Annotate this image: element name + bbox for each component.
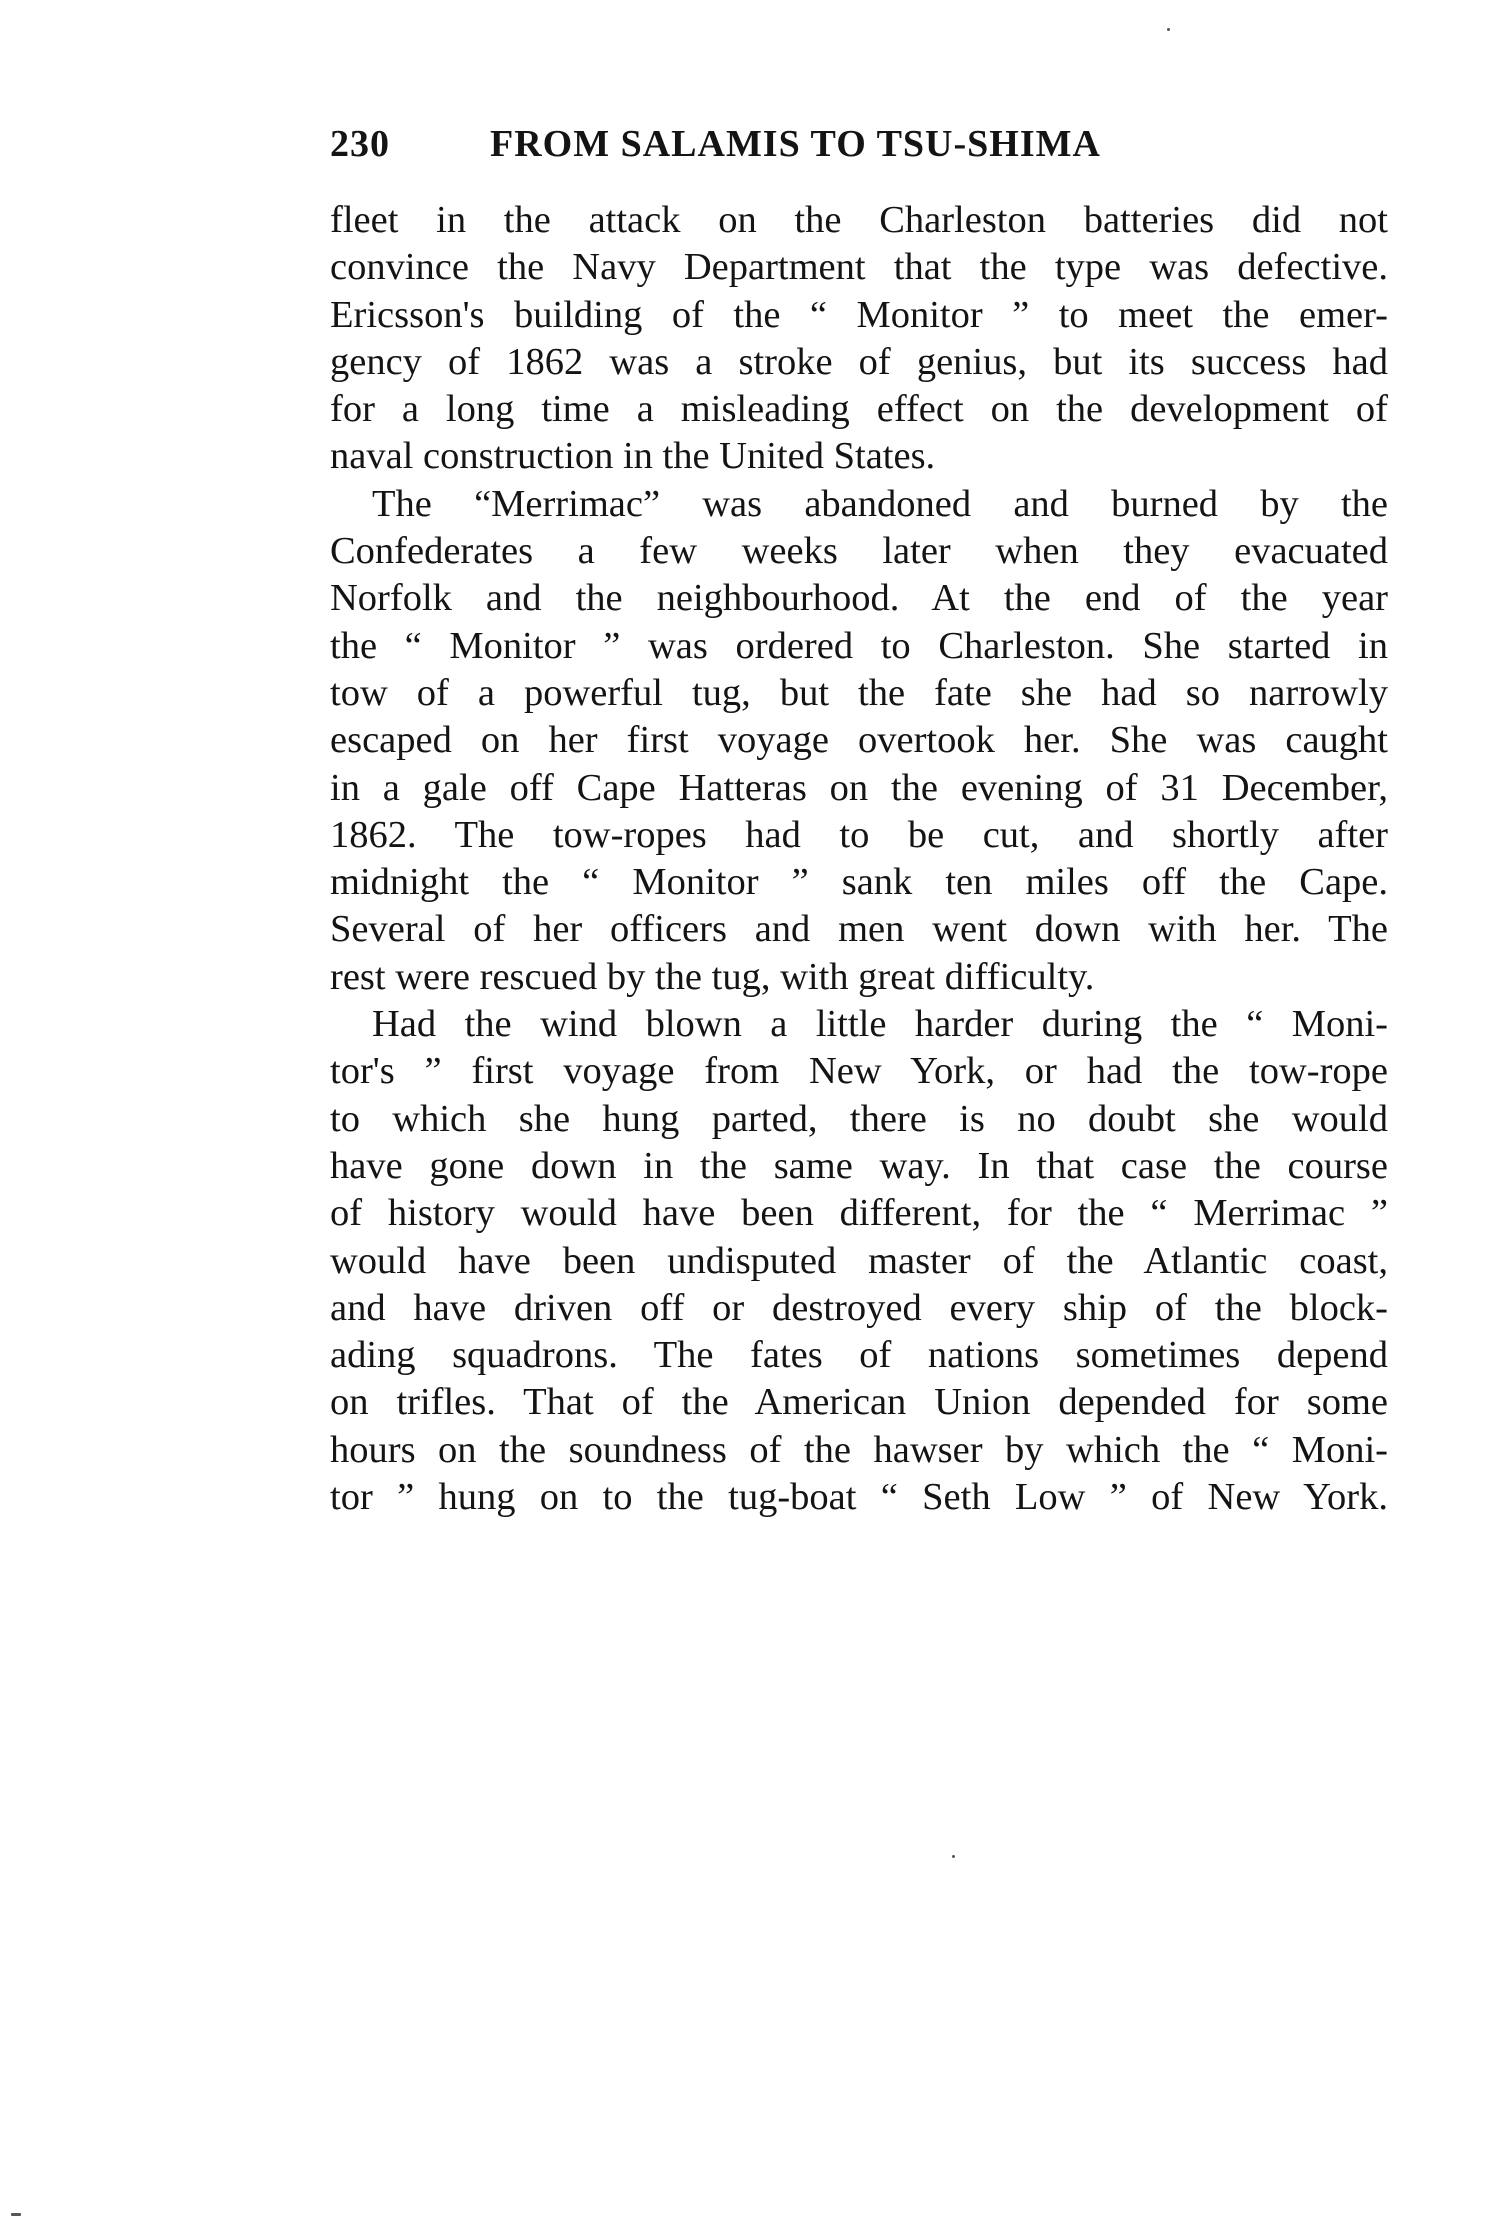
scan-speck bbox=[1167, 28, 1170, 31]
text-line: midnight the “ Monitor ” sank ten miles off the Cape. bbox=[330, 861, 1388, 904]
text-line: fleet in the attack on the Charleston batteries did not bbox=[330, 199, 1388, 241]
text-line: Ericsson's building of the “ Monitor ” to meet the emer- bbox=[330, 293, 1388, 336]
text-line: have gone down in the same way. In that case the course bbox=[330, 1144, 1388, 1187]
text-line: and have driven off or destroyed every ship of the block- bbox=[330, 1286, 1388, 1329]
text-line: Norfolk and the neighbourhood. At the end of the year bbox=[330, 577, 1388, 620]
text-line: hours on the soundness of the hawser by which the “ Moni- bbox=[330, 1428, 1388, 1471]
text-line: would have been undisputed master of the Atlantic coast, bbox=[330, 1239, 1388, 1282]
text-line: to which she hung parted, there is no doubt she would bbox=[330, 1097, 1388, 1140]
scan-speck bbox=[952, 1855, 955, 1858]
running-head bbox=[330, 122, 1388, 182]
body-text bbox=[330, 197, 1388, 1521]
text-line: on trifles. That of the American Union depended for some bbox=[330, 1381, 1388, 1424]
text-line: for a long time a misleading effect on the development of bbox=[330, 388, 1388, 431]
text-line: tor ” hung on to the tug-boat “ Seth Low ” of New York. bbox=[330, 1476, 1388, 1519]
text-line: of history would have been different, for the “ Merrimac ” bbox=[330, 1192, 1388, 1235]
page-number: 230 bbox=[330, 123, 390, 165]
text-line: Had the wind blown a little harder during the “ Moni- bbox=[372, 1003, 1388, 1046]
text-line: 1862. The tow-ropes had to be cut, and shortly after bbox=[330, 813, 1388, 856]
text-line: ading squadrons. The fates of nations sometimes depend bbox=[330, 1334, 1388, 1377]
text-line: The “Merrimac” was abandoned and burned by the bbox=[372, 482, 1388, 525]
scan-speck bbox=[11, 2213, 21, 2216]
text-line: Several of her officers and men went down with her. The bbox=[330, 908, 1388, 951]
text-line: in a gale off Cape Hatteras on the evening of 31 December, bbox=[330, 766, 1388, 809]
text-line: convince the Navy Department that the type was defective. bbox=[330, 246, 1388, 289]
text-line: rest were rescued by the tug, with great difficulty. bbox=[330, 955, 1095, 998]
text-line: tow of a powerful tug, but the fate she had so narrowly bbox=[330, 671, 1388, 714]
text-line: tor's ” first voyage from New York, or had the tow-rope bbox=[330, 1050, 1388, 1093]
text-line: naval construction in the United States. bbox=[330, 435, 936, 478]
text-line: escaped on her first voyage overtook her. She was caught bbox=[330, 719, 1388, 762]
running-title: FROM SALAMIS TO TSU-SHIMA bbox=[490, 123, 1101, 165]
text-line: the “ Monitor ” was ordered to Charleston. She started in bbox=[330, 624, 1388, 667]
text-line: Confederates a few weeks later when they evacuated bbox=[330, 530, 1388, 573]
text-line: gency of 1862 was a stroke of genius, but its success had bbox=[330, 340, 1388, 383]
